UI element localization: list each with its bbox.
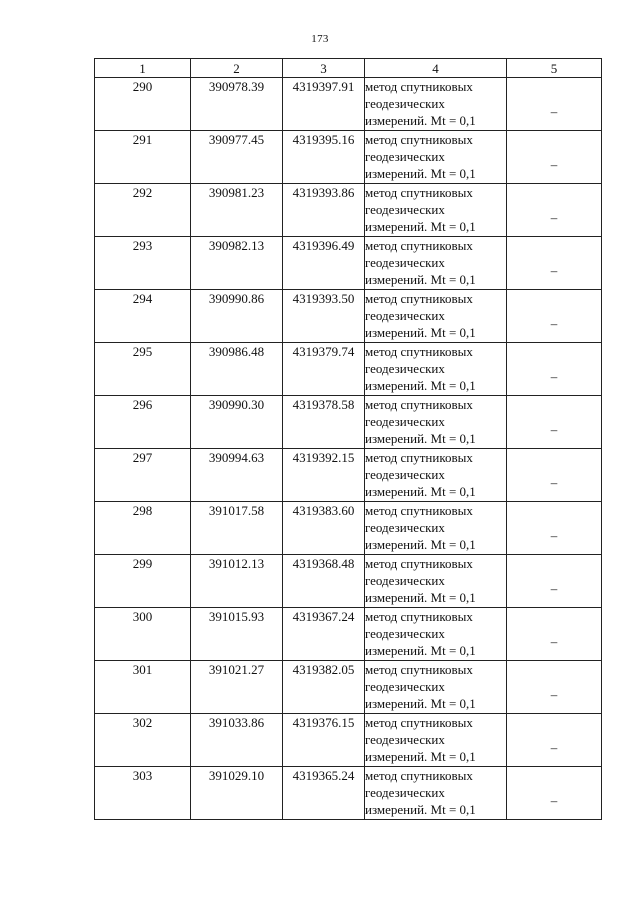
table-row bbox=[95, 555, 602, 608]
note-cell bbox=[507, 131, 602, 184]
table-row bbox=[95, 767, 602, 820]
method-line: геодезических bbox=[365, 467, 445, 482]
table-row bbox=[95, 714, 602, 767]
x-coordinate-cell: 391017.58 bbox=[191, 502, 283, 555]
method-line: геодезических bbox=[365, 149, 445, 164]
method-line: геодезических bbox=[365, 96, 445, 111]
point-number-cell: 291 bbox=[95, 131, 191, 184]
x-coordinate-cell: 390990.30 bbox=[191, 396, 283, 449]
method-line: измерений. Mt = 0,1 bbox=[365, 749, 476, 764]
point-number-cell: 300 bbox=[95, 608, 191, 661]
method-line: измерений. Mt = 0,1 bbox=[365, 166, 476, 181]
note-dash: – bbox=[550, 103, 558, 119]
note-dash: – bbox=[550, 686, 558, 702]
method-cell bbox=[365, 184, 507, 237]
note-dash: – bbox=[550, 792, 558, 808]
method-line: геодезических bbox=[365, 732, 445, 747]
x-coordinate-cell: 391021.27 bbox=[191, 661, 283, 714]
method-line: измерений. Mt = 0,1 bbox=[365, 537, 476, 552]
method-cell bbox=[365, 714, 507, 767]
y-coordinate-cell: 4319379.74 bbox=[283, 343, 365, 396]
note-cell bbox=[507, 78, 602, 131]
y-coordinate-cell: 4319368.48 bbox=[283, 555, 365, 608]
point-number-cell: 299 bbox=[95, 555, 191, 608]
note-dash: – bbox=[550, 633, 558, 649]
y-coordinate-cell: 4319396.49 bbox=[283, 237, 365, 290]
x-coordinate-cell: 390977.45 bbox=[191, 131, 283, 184]
method-cell bbox=[365, 767, 507, 820]
y-coordinate-cell: 4319393.86 bbox=[283, 184, 365, 237]
table-row bbox=[95, 184, 602, 237]
method-line: метод спутниковых bbox=[365, 79, 473, 94]
note-cell bbox=[507, 502, 602, 555]
method-cell bbox=[365, 555, 507, 608]
note-cell bbox=[507, 661, 602, 714]
y-coordinate-cell: 4319393.50 bbox=[283, 290, 365, 343]
point-number-cell: 303 bbox=[95, 767, 191, 820]
note-dash: – bbox=[550, 315, 558, 331]
method-line: метод спутниковых bbox=[365, 768, 473, 783]
method-line: геодезических bbox=[365, 573, 445, 588]
note-cell bbox=[507, 290, 602, 343]
x-coordinate-cell: 391033.86 bbox=[191, 714, 283, 767]
y-coordinate-cell: 4319382.05 bbox=[283, 661, 365, 714]
method-line: измерений. Mt = 0,1 bbox=[365, 484, 476, 499]
method-cell bbox=[365, 608, 507, 661]
x-coordinate-cell: 390994.63 bbox=[191, 449, 283, 502]
point-number-cell: 294 bbox=[95, 290, 191, 343]
method-line: измерений. Mt = 0,1 bbox=[365, 325, 476, 340]
note-dash: – bbox=[550, 421, 558, 437]
method-line: метод спутниковых bbox=[365, 609, 473, 624]
note-cell bbox=[507, 714, 602, 767]
method-line: измерений. Mt = 0,1 bbox=[365, 643, 476, 658]
note-dash: – bbox=[550, 739, 558, 755]
table-row bbox=[95, 343, 602, 396]
method-cell bbox=[365, 237, 507, 290]
x-coordinate-cell: 391012.13 bbox=[191, 555, 283, 608]
method-line: метод спутниковых bbox=[365, 715, 473, 730]
method-line: измерений. Mt = 0,1 bbox=[365, 272, 476, 287]
method-line: измерений. Mt = 0,1 bbox=[365, 431, 476, 446]
column-header-5: 5 bbox=[507, 59, 602, 78]
method-line: геодезических bbox=[365, 202, 445, 217]
method-line: геодезических bbox=[365, 520, 445, 535]
note-dash: – bbox=[550, 474, 558, 490]
method-cell bbox=[365, 502, 507, 555]
table-row bbox=[95, 131, 602, 184]
method-line: геодезических bbox=[365, 414, 445, 429]
x-coordinate-cell: 391015.93 bbox=[191, 608, 283, 661]
point-number-cell: 292 bbox=[95, 184, 191, 237]
y-coordinate-cell: 4319395.16 bbox=[283, 131, 365, 184]
method-line: метод спутниковых bbox=[365, 397, 473, 412]
method-cell bbox=[365, 131, 507, 184]
note-cell bbox=[507, 608, 602, 661]
method-line: геодезических bbox=[365, 308, 445, 323]
table-row bbox=[95, 396, 602, 449]
column-header-2: 2 bbox=[191, 59, 283, 78]
method-line: метод спутниковых bbox=[365, 344, 473, 359]
y-coordinate-cell: 4319397.91 bbox=[283, 78, 365, 131]
method-line: измерений. Mt = 0,1 bbox=[365, 113, 476, 128]
method-cell bbox=[365, 343, 507, 396]
method-line: геодезических bbox=[365, 361, 445, 376]
y-coordinate-cell: 4319392.15 bbox=[283, 449, 365, 502]
x-coordinate-cell: 390990.86 bbox=[191, 290, 283, 343]
column-header-4: 4 bbox=[365, 59, 507, 78]
table-row bbox=[95, 661, 602, 714]
point-number-cell: 296 bbox=[95, 396, 191, 449]
point-number-cell: 297 bbox=[95, 449, 191, 502]
method-line: геодезических bbox=[365, 679, 445, 694]
method-line: геодезических bbox=[365, 255, 445, 270]
coordinates-table bbox=[94, 58, 602, 820]
point-number-cell: 290 bbox=[95, 78, 191, 131]
x-coordinate-cell: 390981.23 bbox=[191, 184, 283, 237]
table-row bbox=[95, 290, 602, 343]
method-line: измерений. Mt = 0,1 bbox=[365, 696, 476, 711]
point-number-cell: 302 bbox=[95, 714, 191, 767]
table-body bbox=[95, 78, 602, 820]
method-line: метод спутниковых bbox=[365, 503, 473, 518]
method-line: метод спутниковых bbox=[365, 132, 473, 147]
point-number-cell: 298 bbox=[95, 502, 191, 555]
table-row bbox=[95, 237, 602, 290]
method-line: измерений. Mt = 0,1 bbox=[365, 219, 476, 234]
method-cell bbox=[365, 396, 507, 449]
method-cell bbox=[365, 78, 507, 131]
y-coordinate-cell: 4319367.24 bbox=[283, 608, 365, 661]
note-dash: – bbox=[550, 262, 558, 278]
point-number-cell: 301 bbox=[95, 661, 191, 714]
table-row bbox=[95, 608, 602, 661]
x-coordinate-cell: 390978.39 bbox=[191, 78, 283, 131]
y-coordinate-cell: 4319378.58 bbox=[283, 396, 365, 449]
method-line: метод спутниковых bbox=[365, 662, 473, 677]
method-line: измерений. Mt = 0,1 bbox=[365, 802, 476, 817]
y-coordinate-cell: 4319383.60 bbox=[283, 502, 365, 555]
method-cell bbox=[365, 449, 507, 502]
method-line: метод спутниковых bbox=[365, 450, 473, 465]
method-cell bbox=[365, 290, 507, 343]
column-header-1: 1 bbox=[95, 59, 191, 78]
method-line: метод спутниковых bbox=[365, 238, 473, 253]
note-cell bbox=[507, 343, 602, 396]
method-line: геодезических bbox=[365, 626, 445, 641]
note-cell bbox=[507, 555, 602, 608]
x-coordinate-cell: 390986.48 bbox=[191, 343, 283, 396]
method-line: метод спутниковых bbox=[365, 185, 473, 200]
note-cell bbox=[507, 184, 602, 237]
note-dash: – bbox=[550, 156, 558, 172]
x-coordinate-cell: 391029.10 bbox=[191, 767, 283, 820]
method-cell bbox=[365, 661, 507, 714]
note-dash: – bbox=[550, 209, 558, 225]
table-row bbox=[95, 449, 602, 502]
note-cell bbox=[507, 449, 602, 502]
x-coordinate-cell: 390982.13 bbox=[191, 237, 283, 290]
method-line: геодезических bbox=[365, 785, 445, 800]
note-dash: – bbox=[550, 527, 558, 543]
note-cell bbox=[507, 396, 602, 449]
table-row bbox=[95, 78, 602, 131]
y-coordinate-cell: 4319365.24 bbox=[283, 767, 365, 820]
y-coordinate-cell: 4319376.15 bbox=[283, 714, 365, 767]
note-cell bbox=[507, 237, 602, 290]
method-line: измерений. Mt = 0,1 bbox=[365, 590, 476, 605]
method-line: измерений. Mt = 0,1 bbox=[365, 378, 476, 393]
note-cell bbox=[507, 767, 602, 820]
table-row bbox=[95, 502, 602, 555]
point-number-cell: 293 bbox=[95, 237, 191, 290]
page-number: 173 bbox=[311, 33, 329, 45]
point-number-cell: 295 bbox=[95, 343, 191, 396]
method-line: метод спутниковых bbox=[365, 291, 473, 306]
note-dash: – bbox=[550, 368, 558, 384]
note-dash: – bbox=[550, 580, 558, 596]
column-header-3: 3 bbox=[283, 59, 365, 78]
table-header-row bbox=[95, 59, 602, 78]
method-line: метод спутниковых bbox=[365, 556, 473, 571]
